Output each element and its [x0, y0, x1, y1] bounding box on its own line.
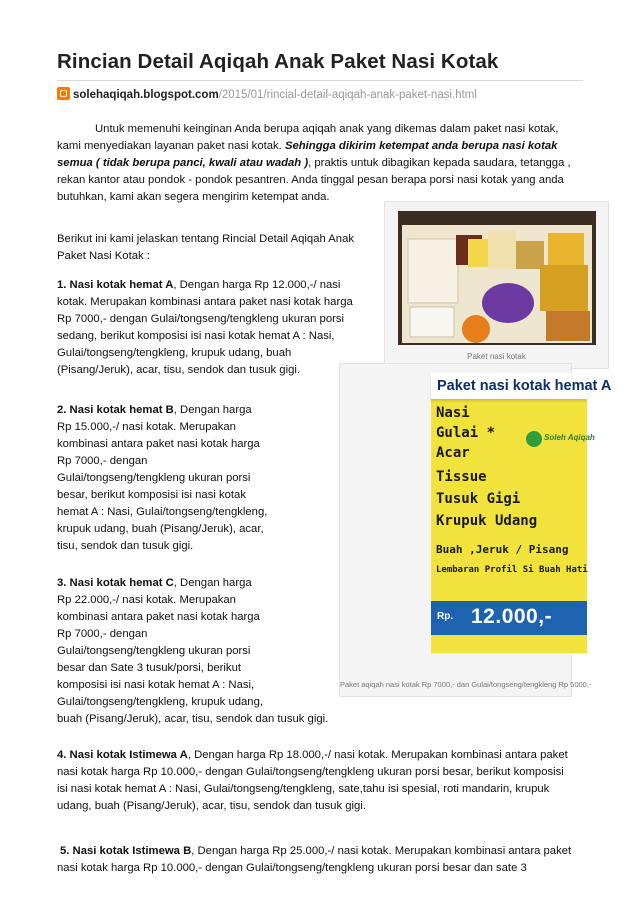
poster-item: Acar — [436, 445, 470, 461]
page-title: Rincian Detail Aqiqah Anak Paket Nasi Kotak — [57, 50, 499, 73]
item1-text: , Dengan harga Rp 12.000,-/ nasi — [173, 279, 341, 291]
item3-label: 3. Nasi kotak hemat C — [57, 577, 174, 589]
explain-line-1: Berikut ini kami jelaskan tentang Rincial Detail Aqiqah Anak — [57, 233, 355, 245]
intro-line-2 — [57, 138, 557, 155]
item2-line-8: krupuk udang, buah (Pisang/Jeruk), acar, — [57, 523, 264, 535]
item3-line-1 — [57, 575, 252, 592]
price-prefix: Rp. — [437, 611, 454, 622]
intro-line-4: rekan kantor atau pondok - pondok pesantren. Anda tinggal pesan berapa porsi nasi kotak yang anda — [57, 174, 564, 186]
url-host[interactable]: solehaqiqah.blogspot.com — [73, 89, 219, 101]
item5-label: 5. Nasi kotak Istimewa B — [60, 845, 192, 857]
item1-line-4: sedang, berikut komposisi isi nasi kotak hemat A : Nasi, — [57, 330, 335, 342]
intro-emphasis: Sehingga dikirim ketempat anda berupa nasi kotak — [284, 140, 558, 152]
item4-line-4: udang, buah (Pisang/Jeruk), acar, tisu, sendok dan tusuk gigi. — [57, 800, 366, 812]
item3-line-7: komposisi isi nasi kotak hemat A : Nasi, — [57, 679, 255, 691]
poster-item: Buah ,Jeruk / Pisang — [436, 543, 569, 556]
intro-text: kami menyediakan layanan paket nasi kotak. — [57, 140, 285, 152]
logo-icon — [526, 431, 542, 447]
price-poster — [431, 373, 612, 653]
item2-label: 2. Nasi kotak hemat B — [57, 404, 174, 416]
item3-text: , Dengan harga — [173, 577, 252, 589]
logo-text: Soleh Aqiqah — [544, 433, 595, 442]
item2-line-9: tisu, sendok dan tusuk gigi. — [57, 540, 194, 552]
poster-price-bar — [431, 601, 587, 635]
soleh-aqiqah-logo — [526, 431, 595, 451]
intro-emphasis: semua ( tidak berupa panci, kwali atau wadah ) — [57, 157, 309, 169]
item1-line-5: Gulai/tongseng/tengkleng, krupuk udang, buah — [57, 347, 292, 359]
intro-line-1: Untuk memenuhi keinginan Anda berupa aqiqah anak yang dikemas dalam paket nasi kotak, — [95, 123, 559, 135]
item1-line-2: kotak. Merupakan kombinasi antara paket nasi kotak harga — [57, 296, 353, 308]
url-path[interactable]: /2015/01/rincial-detail-aqiqah-anak-paket-nasi.html — [218, 89, 477, 101]
item1-line-3: Rp 7000,- dengan Gulai/tongseng/tengkleng ukuran porsi — [57, 313, 345, 325]
poster-item: Nasi — [436, 405, 470, 421]
price-amount: 12.000,- — [471, 605, 553, 628]
figure-photo[interactable] — [384, 201, 609, 369]
item4-line-1 — [57, 747, 568, 764]
title-divider — [57, 80, 583, 81]
item4-line-3: isi nasi kotak hemat A : Nasi, Gulai/tongseng/tengkleng, sate,tahu isi spesial, roti mandarin, krupuk — [57, 783, 550, 795]
poster-item: Krupuk Udang — [436, 513, 538, 529]
poster-title: Paket nasi kotak hemat A — [431, 373, 587, 399]
item3-line-5: Gulai/tongseng/tengkleng ukuran porsi — [57, 645, 251, 657]
item2-line-7: hemat A : Nasi, Gulai/tongseng/tengkleng, — [57, 506, 268, 518]
item2-line-6: besar, berikut komposisi isi nasi kotak — [57, 489, 246, 501]
item3-line-2: Rp 22.000,-/ nasi kotak. Merupakan — [57, 594, 236, 606]
explain-line-2: Paket Nasi Kotak : — [57, 250, 150, 262]
item3-line-6: besar dan Sate 3 tusuk/porsi, berikut — [57, 662, 241, 674]
figure-caption: Paket aqiqah nasi kotak Rp 7000,- dan Gulai/tongseng/tengkleng Rp 5000,- — [340, 680, 592, 689]
item4-label: 4. Nasi kotak Istimewa A — [57, 749, 188, 761]
item4-text: , Dengan harga Rp 18.000,-/ nasi kotak. Merupakan kombinasi antara paket — [187, 749, 568, 761]
item2-text: , Dengan harga — [173, 404, 252, 416]
intro-text: , praktis untuk dibagikan kepada saudara, tetangga , — [308, 157, 571, 169]
item4-line-2: nasi kotak harga Rp 10.000,- dengan Gulai/tongseng/tengkleng ukuran porsi besar, berikut komposisi — [57, 766, 564, 778]
figure-poster[interactable] — [339, 363, 612, 697]
source-url[interactable] — [57, 87, 477, 101]
blogger-icon — [57, 87, 70, 100]
item5-line-1 — [60, 843, 571, 860]
item3-line-3: kombinasi antara paket nasi kotak harga — [57, 611, 260, 623]
item1-line-6: (Pisang/Jeruk), acar, tisu, sendok dan tusuk gigi. — [57, 364, 301, 376]
item2-line-2: Rp 15.000,-/ nasi kotak. Merupakan — [57, 421, 236, 433]
item3-line-8: Gulai/tongseng/tengkleng, krupuk udang, — [57, 696, 264, 708]
poster-item: Lembaran Profil Si Buah Hati — [436, 565, 588, 575]
item1-line-1 — [57, 277, 340, 294]
nasi-kotak-photo — [398, 211, 596, 345]
item2-line-4: Rp 7000,- dengan — [57, 455, 148, 467]
item5-line-2: nasi kotak harga Rp 10.000,- dengan Gulai/tongseng/tengkleng ukuran porsi besar dan sate 3 — [57, 862, 527, 874]
item5-text: , Dengan harga Rp 25.000,-/ nasi kotak. Merupakan kombinasi antara paket — [191, 845, 572, 857]
poster-item: Gulai * — [436, 425, 496, 441]
item3-line-4: Rp 7000,- dengan — [57, 628, 148, 640]
item3-line-9: buah (Pisang/Jeruk), acar, tisu, sendok dan tusuk gigi. — [57, 713, 329, 725]
item2-line-5: Gulai/tongseng/tengkleng ukuran porsi — [57, 472, 251, 484]
poster-item: Tissue — [436, 469, 487, 485]
item2-line-1 — [57, 402, 252, 419]
item1-label: 1. Nasi kotak hemat A — [57, 279, 174, 291]
item2-line-3: kombinasi antara paket nasi kotak harga — [57, 438, 260, 450]
poster-item: Tusuk Gigi — [436, 491, 521, 507]
figure-caption: Paket nasi kotak — [467, 352, 526, 361]
intro-line-5: butuhkan, kami akan segera mengirim ketempat anda. — [57, 191, 330, 203]
intro-line-3 — [57, 155, 571, 172]
